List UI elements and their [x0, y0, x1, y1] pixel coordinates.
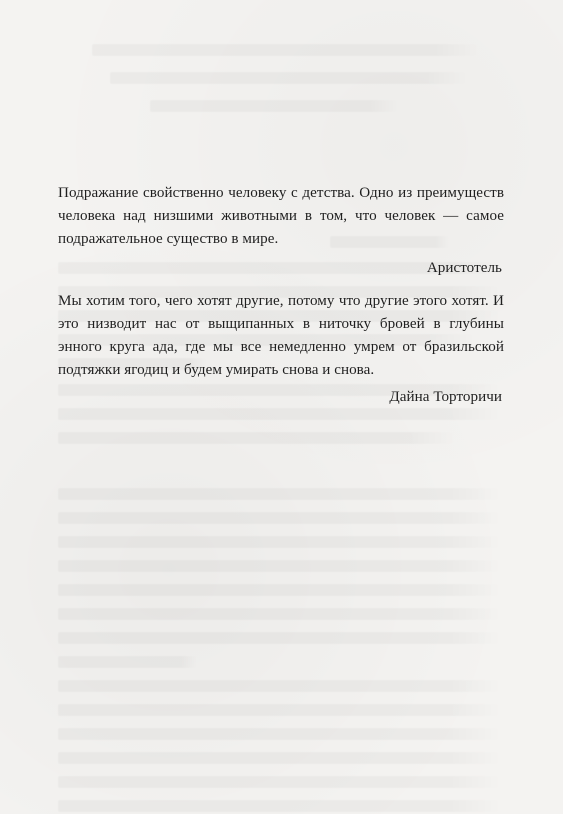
- epigraph-quote-aristotle: Подражание свойственно человеку с детства. Одно из преимуществ человека над низшими животными в том, что человек — самое подражательное существо в мире.: [58, 185, 504, 248]
- epigraph-quote-tortorici: Мы хотим того, чего хотят другие, потому что другие этого хотят. И это низводит нас от выщипанных в ниточку бровей в глубины энного круга ада, где мы все немедленно умрем от бразильской подтяжки ягодиц и будем умирать снова и снова.: [58, 292, 504, 379]
- epigraphs-section: [58, 182, 504, 409]
- epigraph-author-tortorici: Дайна Торторичи: [389, 388, 502, 405]
- epigraph-author-aristotle: Аристотель: [426, 259, 502, 276]
